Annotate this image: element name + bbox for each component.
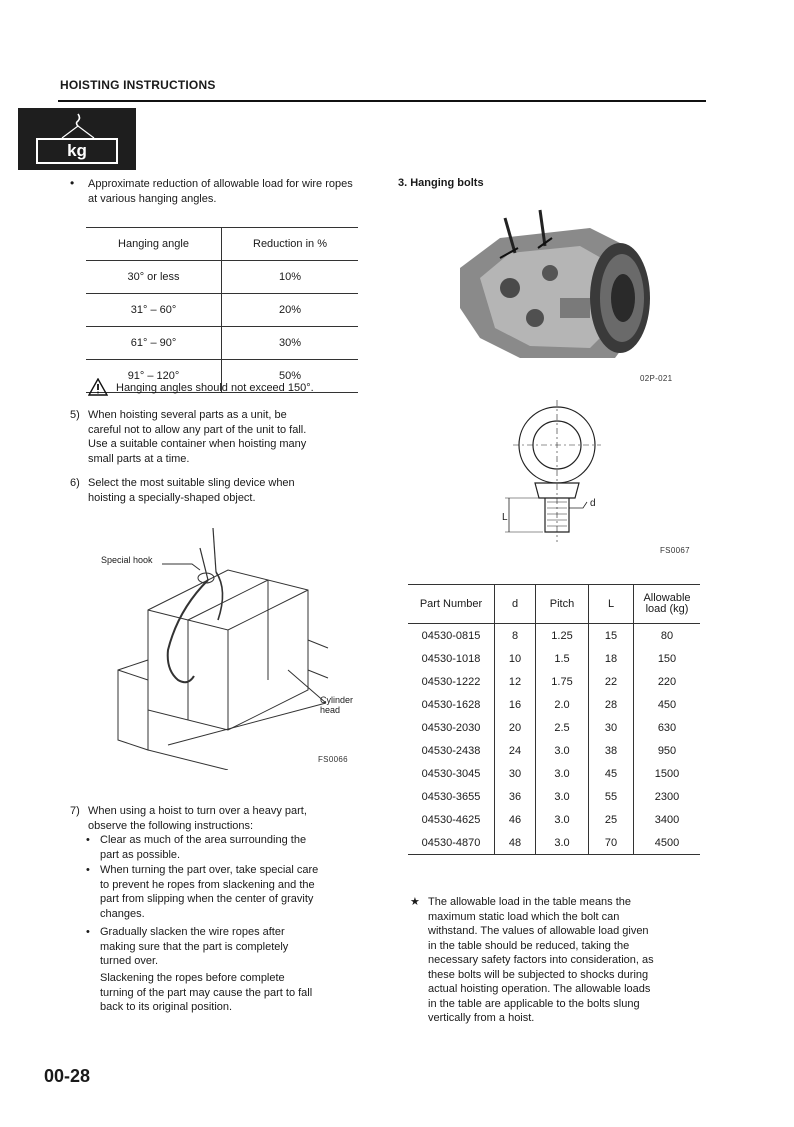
special-hook-label: Special hook <box>101 555 153 565</box>
table-row <box>408 716 700 739</box>
item7-bullet1: Clear as much of the area surrounding the part as possible. <box>100 834 307 861</box>
page-number: 00-28 <box>44 1066 91 1086</box>
table-cell: 04530-4625 <box>408 808 495 831</box>
table-cell: 2300 <box>654 790 680 803</box>
allowable-load-note: The allowable load in the table means the maximum static load which the bolt can withstand. The values of allowable load given in the table should be reduced, taking the necessary safety factors into consideration, as these bolts will be subjected to shocks during actual hoisting operation. The allowable loads in the table are applicable to the bolts slung vertically from a hoist. <box>428 896 654 1024</box>
table-cell: 04530-4870 <box>408 831 495 855</box>
kg-icon-label: kg <box>67 141 87 160</box>
table-row <box>408 670 700 693</box>
table-cell: 91° – 120° <box>86 360 222 393</box>
table-header-row <box>86 228 358 261</box>
table-cell: 22 <box>589 670 634 693</box>
table-cell: 24 <box>495 739 536 762</box>
hook-icon <box>58 112 98 140</box>
table-header-cell: Hanging angle <box>86 228 222 261</box>
table-cell: 04530-0815 <box>408 624 495 648</box>
table-cell: 150 <box>657 652 677 665</box>
item5-text: When hoisting several parts as a unit, be careful not to allow any part of the unit to fall. Use a suitable container when hoisting many small parts at a time. <box>88 409 307 465</box>
table-cell: 12 <box>495 670 536 693</box>
table-cell: 20 <box>495 716 536 739</box>
table-cell: 55 <box>589 785 634 808</box>
table-cell: 4500 <box>634 831 701 855</box>
item7-intro: When using a hoist to turn over a heavy part, observe the following instructions: <box>88 805 307 832</box>
table-cell: 20% <box>222 294 359 327</box>
table-cell: 04530-1018 <box>408 647 495 670</box>
warning-icon <box>88 378 108 396</box>
table-cell: 8 <box>495 624 536 648</box>
table-row <box>86 327 358 360</box>
item6-text: Select the most suitable sling device when hoisting a specially-shaped object. <box>88 477 295 504</box>
table-cell: 1.25 <box>536 624 589 648</box>
table-cell: 31° – 60° <box>86 294 222 327</box>
wire-rope-intro-text: Approximate reduction of allowable load for wire ropes at various hanging angles. <box>88 178 353 205</box>
table-cell: 3.0 <box>536 739 589 762</box>
table-cell: 45 <box>589 762 634 785</box>
table-cell: 10% <box>222 261 359 294</box>
table-row <box>408 785 700 808</box>
table-cell: 1.75 <box>536 670 589 693</box>
hanging-angle-table <box>86 227 358 393</box>
table-cell: 10 <box>495 647 536 670</box>
table-cell: 30 <box>589 716 634 739</box>
table-header-cell: Allowable load (kg) <box>634 585 701 624</box>
eye-bolt-drawing <box>495 400 625 545</box>
bullet-marker: • <box>86 864 90 876</box>
table-row <box>408 762 700 785</box>
item-number: 7) <box>70 805 80 817</box>
table-cell: 3.0 <box>536 808 589 831</box>
table-cell: 61° – 90° <box>86 327 222 360</box>
figure-code: FS0066 <box>318 755 348 764</box>
table-cell: 36 <box>495 785 536 808</box>
table-cell: 1.5 <box>536 647 589 670</box>
table-cell: 2.5 <box>536 716 589 739</box>
table-cell: 70 <box>589 831 634 855</box>
table-cell: 04530-2030 <box>408 716 495 739</box>
table-cell: 2.0 <box>536 693 589 716</box>
table-row <box>408 739 700 762</box>
item-number: 6) <box>70 477 80 489</box>
section-title: 3. Hanging bolts <box>398 177 484 189</box>
table-cell: 3.0 <box>536 762 589 785</box>
table-cell: 38 <box>589 739 634 762</box>
table-header-cell: d <box>495 585 536 624</box>
table-cell: 46 <box>495 808 536 831</box>
item7-bullet2: When turning the part over, take special care to prevent he ropes from slackening and the part from slipping when the center of gravity changes. <box>100 864 319 920</box>
item7-bullet3: Gradually slacken the wire ropes after making sure that the part is completely turned over. <box>100 926 289 967</box>
table-header-cell: Part Number <box>408 585 495 624</box>
table-cell: 3400 <box>654 813 680 826</box>
photo-code: 02P-021 <box>640 374 673 383</box>
table-cell: 04530-1628 <box>408 693 495 716</box>
table-cell: 950 <box>657 744 677 757</box>
warning-text: Hanging angles should not exceed 150°. <box>116 382 314 394</box>
table-cell: 30 <box>495 762 536 785</box>
table-row <box>408 624 700 648</box>
table-cell: 04530-3045 <box>408 762 495 785</box>
hanging-bolt-table <box>408 584 700 855</box>
table-cell: 30% <box>222 327 359 360</box>
table-cell: 30° or less <box>86 261 222 294</box>
table-cell: 80 <box>660 629 674 642</box>
table-cell: 04530-3655 <box>408 785 495 808</box>
table-cell: 28 <box>589 693 634 716</box>
page-header-title: HOISTING INSTRUCTIONS <box>60 78 216 92</box>
item-number: 5) <box>70 409 80 421</box>
table-cell: 18 <box>589 647 634 670</box>
bolt-label-L: L <box>502 512 508 523</box>
table-row <box>408 808 700 831</box>
table-cell: 16 <box>495 693 536 716</box>
table-row <box>86 261 358 294</box>
table-cell: 50% <box>222 360 359 393</box>
figure-code: FS0067 <box>660 546 690 555</box>
bullet-marker: • <box>70 176 75 190</box>
table-cell: 15 <box>589 624 634 648</box>
table-row <box>408 693 700 716</box>
item7-bullet3-note: Slackening the ropes before complete turning of the part may cause the part to fall back to its original position. <box>100 972 313 1013</box>
header-rule <box>58 100 706 102</box>
kg-section-icon <box>18 108 136 170</box>
table-cell: 48 <box>495 831 536 855</box>
bullet-marker: • <box>86 926 90 938</box>
table-cell: 04530-1222 <box>408 670 495 693</box>
table-header-cell: Reduction in % <box>222 228 359 261</box>
table-header-cell: Pitch <box>536 585 589 624</box>
table-cell: 3.0 <box>536 831 589 855</box>
table-cell: 450 <box>657 698 677 711</box>
star-note-marker: ★ <box>410 896 420 908</box>
table-header-cell: L <box>589 585 634 624</box>
table-cell: 1500 <box>654 767 680 780</box>
table-cell: 04530-2438 <box>408 739 495 762</box>
bullet-marker: • <box>86 834 90 846</box>
table-header-row <box>408 585 700 624</box>
table-row <box>408 831 700 855</box>
table-cell: 25 <box>589 808 634 831</box>
table-cell: 630 <box>657 721 677 734</box>
cylinder-head-label: Cylinder head <box>320 695 354 715</box>
table-row <box>86 294 358 327</box>
table-cell: 220 <box>657 675 677 688</box>
bolt-label-d: d <box>590 498 596 509</box>
engine-photo <box>440 208 662 368</box>
table-row <box>408 647 700 670</box>
table-cell: 3.0 <box>536 785 589 808</box>
